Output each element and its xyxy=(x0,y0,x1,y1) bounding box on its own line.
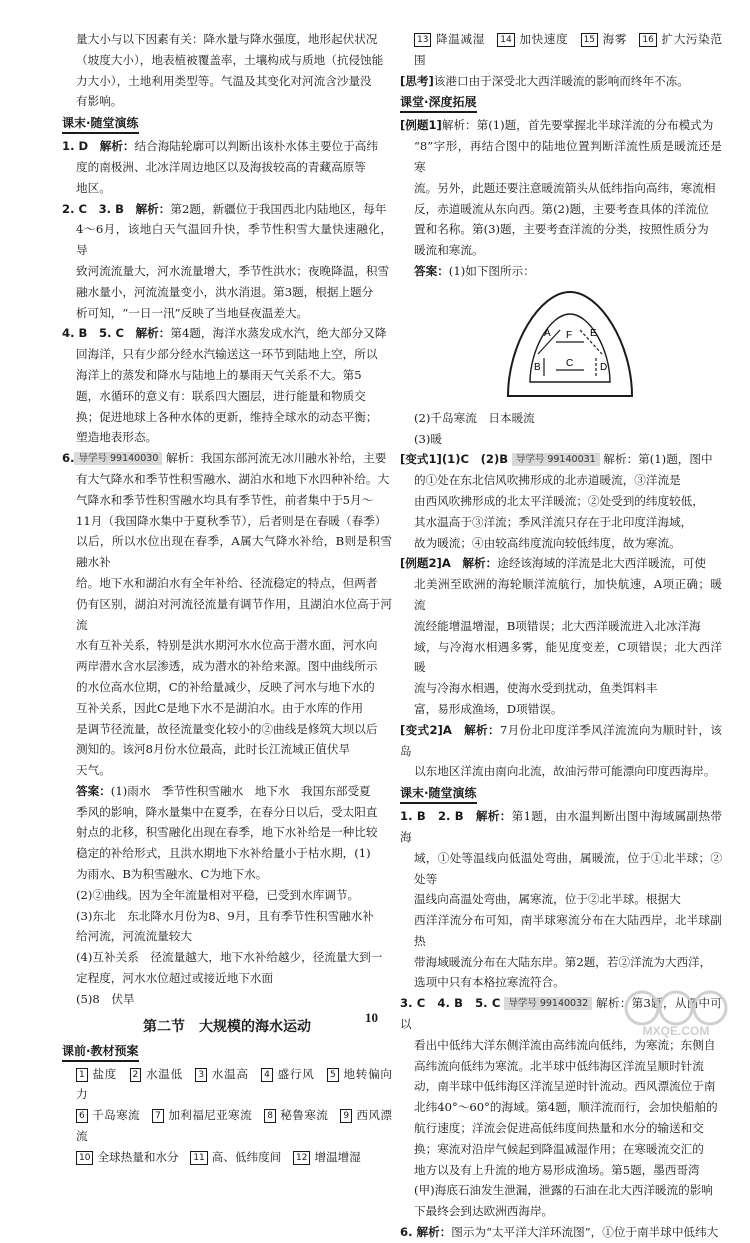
diagram-outline xyxy=(508,292,632,396)
preview-item: 海雾 xyxy=(602,32,628,46)
answer-line: 稳定的补给形式，且洪水期地下水补给量小于枯水期，(1) xyxy=(76,846,371,861)
item-number-box: 10 xyxy=(76,1151,93,1165)
q6-text: 图示为“太平洋大洋环流图”，①位于南半球中低纬大 xyxy=(451,1225,719,1240)
q3-line: 换；寒流对沿岸气候起到降温减湿作用；在寒暖流交汇的 xyxy=(414,1141,704,1156)
q1-line: 选项中只有本格拉寒流符合。 xyxy=(414,975,565,990)
variant2-line: 以东地区洋流由南向北流，故油污带可能漂向印度西海岸。 xyxy=(414,764,716,779)
example2-line: 域，与冷海水相遇多雾，能见度变差，C项错误；北大西洋暖 xyxy=(414,639,722,675)
label-b: B xyxy=(534,361,541,373)
label-c: C xyxy=(566,357,574,369)
item-number-box: 1 xyxy=(76,1068,88,1082)
preview-item: 加利福尼亚寒流 xyxy=(167,1108,253,1123)
preview-line xyxy=(62,1064,392,1106)
q4-line: 换；促进地球上各种水体的更新，维持全球水的动态平衡； xyxy=(76,409,378,424)
guide-number-tag: 导学号 99140032 xyxy=(504,997,592,1010)
watermark-text: MXQE.COM xyxy=(642,1024,710,1038)
q3-line: 看出中低纬大洋东侧洋流由高纬流向低纬，为寒流；东侧自 xyxy=(414,1037,716,1052)
q6-line: 互补关系，因此C是地下水不是湖泊水。由于水库的作用 xyxy=(76,700,364,715)
answer-line: (4)互补关系 径流量越大，地下水补给越少，径流量大到一 xyxy=(76,950,383,965)
q6-line: 是调节径流量，故径流量变化较小的②曲线是修筑大坝以后 xyxy=(76,721,378,736)
chapter-title: 第二节 大规模的海水运动 xyxy=(143,1018,311,1035)
q3-line: 北纬40°～60°的海域。第4题，顺洋流而行，会加快船舶的 xyxy=(414,1100,718,1115)
q6-line: 的水位高水位期，C的补给量减少，反映了河水与地下水的 xyxy=(76,679,375,694)
intro-line: （坡度大小），地表植被覆盖率，土壤构成与质地（抗侵蚀能 xyxy=(76,52,384,67)
watermark-circle xyxy=(660,992,692,1024)
q1-label: 1. D 解析： xyxy=(62,139,135,154)
preview-item: 盐度 xyxy=(91,1066,118,1081)
q1-line: 带海域暖流分布在大陆东岸。第2题，若②洋流为大西洋， xyxy=(414,954,712,969)
q1-line: 地区。 xyxy=(76,180,111,195)
item-number-box: 7 xyxy=(152,1109,164,1123)
q6-line: 天气。 xyxy=(76,763,111,778)
section-title-practice: 课末·随堂演练 xyxy=(62,114,139,134)
example1-line: 置和名称。第(3)题，主要考查洋流的分类，按照性质分为 xyxy=(414,222,709,237)
example1-line: “8”字形，再结合图中的陆地位置判断洋流性质是暖流还是寒 xyxy=(414,139,722,174)
answer-line: 给河流，河流流量较大 xyxy=(76,929,192,944)
q2-text: 第2题，新疆位于我国西北内陆地区，每年 xyxy=(170,201,387,216)
preview-item: 全球热量和水分 xyxy=(97,1149,179,1164)
guide-number-tag: 导学号 99140030 xyxy=(74,452,162,465)
answer-line: 定程度，河水水位超过或接近地下水面 xyxy=(76,971,274,986)
ocean-current-diagram xyxy=(500,284,640,404)
preview-item: 水温高 xyxy=(211,1066,249,1081)
example2-head: A 解析： xyxy=(441,556,498,571)
answer-line: (2)千岛寒流 日本暖流 xyxy=(414,410,535,425)
item-number-box: 5 xyxy=(327,1068,339,1082)
q2-line: 析可知，“一日一汛”反映了当地昼夜温差大。 xyxy=(76,305,309,320)
q3-line: 地方以及有上升流的地方易形成渔场。第5题，墨西哥湾 xyxy=(414,1162,700,1177)
preview-line xyxy=(400,29,722,71)
example2-text: 途经该海域的洋流是北大西洋暖流，可使 xyxy=(497,556,706,571)
variant1-label: [变式1] xyxy=(400,452,442,467)
item-number-box: 2 xyxy=(130,1068,142,1082)
variant1-line: 的①处在东北信风吹拂形成的北赤道暖流，③洋流是 xyxy=(414,473,681,488)
q6-line: 以后，所以水位出现在春季，A属大气降水补给，B则是积雪融水补 xyxy=(76,534,392,570)
guide-number-tag: 导学号 99140031 xyxy=(512,453,600,466)
example2-line: 北美洲至欧洲的海轮顺洋流航行，加快航速，A项正确；暖流 xyxy=(414,577,722,612)
q6-text: 解析：我国东部河流无冰川融水补给，主要 xyxy=(166,451,387,466)
q3-label: 3. C 4. B 5. C xyxy=(400,996,501,1011)
item-number-box: 6 xyxy=(76,1109,88,1123)
q1-text: 第1题，由水温判断出图中海域属副热带海 xyxy=(400,809,722,844)
label-d: D xyxy=(600,361,608,373)
variant2-head: A 解析： xyxy=(442,722,500,737)
q6-line: 气降水和季节性积雪融水均具有季节性，前者集中于5月～ xyxy=(76,492,374,507)
variant2-text: 7月份北印度洋季风洋流流向为顺时针，该岛 xyxy=(400,722,722,758)
item-number-box: 16 xyxy=(639,33,656,47)
example1-text: 解析：第(1)题，首先要掌握北半球洋流的分布模式为 xyxy=(441,118,714,133)
answer-line: 射点的北移，积雪融化出现在春季，地下水补给是一种比较 xyxy=(76,825,378,840)
right-column xyxy=(400,0,722,1243)
preview-item: 水温低 xyxy=(145,1066,183,1081)
q2-line: 4～6月，该地白天气温回升快，季节性积雪大量快速融化，导 xyxy=(76,222,392,258)
answer-line: 为雨水、B为积雪融水、C为地下水。 xyxy=(76,867,268,882)
preview-item: 西风漂流 xyxy=(76,1108,392,1144)
preview-item: 秘鲁寒流 xyxy=(279,1108,329,1123)
preview-item: 盛行风 xyxy=(276,1066,315,1081)
example2-line: 流经能增温增湿，B项错误；北大西洋暖流进入北冰洋海 xyxy=(414,618,701,633)
variant1-line: 故为暖流；④由较高纬度流向较低纬度，故为寒流。 xyxy=(414,535,681,550)
answer-line: (3)暖 xyxy=(414,431,443,446)
answer-text: (1)如下图所示： xyxy=(448,263,535,278)
preview-item: 地转偏向力 xyxy=(76,1066,392,1102)
q1-line: 温线向高温处弯曲，属寒流，位于②北半球。根据大 xyxy=(414,892,681,907)
preview-line xyxy=(62,1105,392,1147)
answer-text: (1)雨水 季节性积雪融水 地下水 我国东部受夏 xyxy=(110,783,371,798)
section-title-practice: 课末·随堂演练 xyxy=(400,784,477,804)
preview-item: 高、低纬度间 xyxy=(211,1149,282,1164)
example1-label: [例题1] xyxy=(400,118,442,133)
q6-line: 仍有区别，湖泊对河流径流量有调节作用，且湖泊水位高于河流 xyxy=(76,596,392,632)
think-label: [思考] xyxy=(400,73,434,88)
section-title-extension: 课堂·深度拓展 xyxy=(400,93,477,113)
item-number-box: 9 xyxy=(340,1109,352,1123)
q3-line: 动，南半球中低纬海区洋流呈逆时针流动。西风漂流位于南 xyxy=(414,1079,716,1094)
q1-text: 结合海陆轮廓可以判断出该朴水体主要位于高纬 xyxy=(134,139,378,154)
variant1-line: 由西风吹拂形成的北太平洋暖流；②处受到的纬度较低， xyxy=(414,493,704,508)
preview-line xyxy=(62,1147,392,1168)
variant1-head: (1)C (2)B xyxy=(441,452,509,467)
q1-line: 域，①处等温线向低温处弯曲，属暖流，位于①北半球；②处等 xyxy=(414,850,722,886)
example2-label: [例题2] xyxy=(400,556,442,571)
item-number-box: 13 xyxy=(414,33,431,47)
think-text: 该港口由于深受北大西洋暖流的影响而终年不冻。 xyxy=(433,73,689,88)
intro-line: 有影响。 xyxy=(76,94,123,109)
answer-label: 答案： xyxy=(414,263,449,278)
q3-text: 解析：第3题，从图中可以 xyxy=(400,996,723,1032)
watermark-circle xyxy=(694,992,726,1024)
q2-line: 融水量小，河流流量变小，洪水消退。第3题，根据上题分 xyxy=(76,284,374,299)
preview-item: 加快速度 xyxy=(518,32,569,46)
variant1-line: 其水温高于③洋流；季风洋流只存在于北印度洋海域， xyxy=(414,514,693,529)
preview-item: 扩大污染范围 xyxy=(414,32,722,67)
q3-line: (甲)海底石油发生泄漏，泄露的石油在北大西洋暖流的影响 xyxy=(414,1183,713,1198)
item-number-box: 8 xyxy=(264,1109,276,1123)
q6-line: 水有互补关系，特别是洪水期河水水位高于潜水面，河水向 xyxy=(76,638,378,653)
q1-line: 度的南极洲、北冰洋周边地区以及海拔较高的青藏高原等 xyxy=(76,159,366,174)
q1-line: 西洋洋流分布可知，南半球寒流分布在大陆西岸，北半球副热 xyxy=(414,913,722,948)
intro-line: 量大小与以下因素有关：降水量与降水强度，地形起伏状况 xyxy=(76,32,378,46)
example1-line: 流。另外，此题还要注意暖流箭头从低纬指向高纬，寒流相 xyxy=(414,180,716,195)
watermark-logo xyxy=(612,988,740,1038)
q2-label: 2. C 3. B 解析： xyxy=(62,201,171,216)
intro-line: 力大小），土地利用类型等。气温及其变化对河流含沙量没 xyxy=(76,73,372,88)
answer-label: 答案： xyxy=(76,783,111,798)
q4-label: 4. B 5. C 解析： xyxy=(62,326,171,341)
q6-line: 两岸潜水含水层渗透，成为潜水的补给来源。图中曲线所示 xyxy=(76,659,378,674)
answer-line: (5)8 伏旱 xyxy=(76,991,135,1006)
q2-line: 致河流流量大，河水流量增大，季节性洪水；夜晚降温，积雪 xyxy=(76,263,390,278)
diagram-inner-outline xyxy=(530,314,610,382)
example2-line: 富，易形成渔场，D项错误。 xyxy=(414,701,563,716)
section-title-preview: 课前·教材预案 xyxy=(62,1042,139,1062)
q4-text: 第4题，海洋水蒸发成水汽，绝大部分又降 xyxy=(170,326,387,341)
preview-item: 降温减湿 xyxy=(435,32,485,46)
answer-line: (3)东北 东北降水月份为8、9月，且有季节性积雪融水补 xyxy=(76,908,374,923)
preview-item: 增温增湿 xyxy=(314,1149,361,1164)
left-column xyxy=(62,0,392,1168)
q6-label: 6. xyxy=(62,451,75,466)
answer-line: 季风的影响，降水量集中在夏季，在春分日以后，受太阳直 xyxy=(76,804,378,819)
q4-line: 题，水循环的意义有：联系四大圈层，进行能量和物质交 xyxy=(76,388,366,403)
q6-label: 6. 解析： xyxy=(400,1225,452,1240)
q3-line: 下最终会到达欧洲西海岸。 xyxy=(414,1204,554,1219)
example1-line: 暖流和寒流。 xyxy=(414,243,484,258)
watermark-circle xyxy=(626,992,658,1024)
item-number-box: 14 xyxy=(497,33,514,47)
answer-line: (2)②曲线。因为全年流量相对平稳，已受到水库调节。 xyxy=(76,887,360,902)
item-number-box: 3 xyxy=(195,1068,207,1082)
preview-item: 千岛寒流 xyxy=(91,1108,141,1123)
item-number-box: 15 xyxy=(581,33,598,47)
q4-line: 塑造地表形态。 xyxy=(76,430,158,445)
variant2-label: [变式2] xyxy=(400,722,443,737)
q3-line: 高纬流向低纬为寒流。北半球中低纬海区洋流呈顺时针流 xyxy=(414,1058,704,1073)
q4-line: 海洋上的蒸发和降水与陆地上的暴雨天气关系不大。第5 xyxy=(76,367,362,382)
label-a: A xyxy=(544,327,551,339)
item-number-box: 11 xyxy=(190,1151,207,1165)
q1-label: 1. B 2. B 解析： xyxy=(400,809,512,824)
label-e: E xyxy=(590,327,597,339)
q4-line: 回海洋，只有少部分经水汽输送这一环节到陆地上空，所以 xyxy=(76,347,378,362)
label-f: F xyxy=(566,329,573,341)
q6-line: 11月（我国降水集中于夏秋季节），后者则是在春暖（春季） xyxy=(76,513,387,528)
q6-line: 测知的。该河8月份水位最高，此时长江流域正值伏旱 xyxy=(76,742,351,757)
variant1-text: 解析：第(1)题，图中 xyxy=(603,452,713,467)
item-number-box: 4 xyxy=(261,1068,273,1082)
example1-line: 反，赤道暖流从东向西。第(2)题，主要考查具体的洋流位 xyxy=(414,201,709,216)
item-number-box: 12 xyxy=(293,1151,310,1165)
q3-line: 航行速度；洋流会促进高低纬度间热量和水分的输送和交 xyxy=(414,1121,704,1136)
q6-line: 有大气降水和季节性积雪融水、湖泊水和地下水四种补给。大 xyxy=(76,471,390,486)
page-number: 10 xyxy=(365,1010,378,1025)
q6-line: 给。地下水和湖泊水有全年补给、径流稳定的特点，但两者 xyxy=(76,575,378,590)
example2-line: 流与冷海水相遇，使海水受到扰动，鱼类饵料丰 xyxy=(414,681,658,696)
